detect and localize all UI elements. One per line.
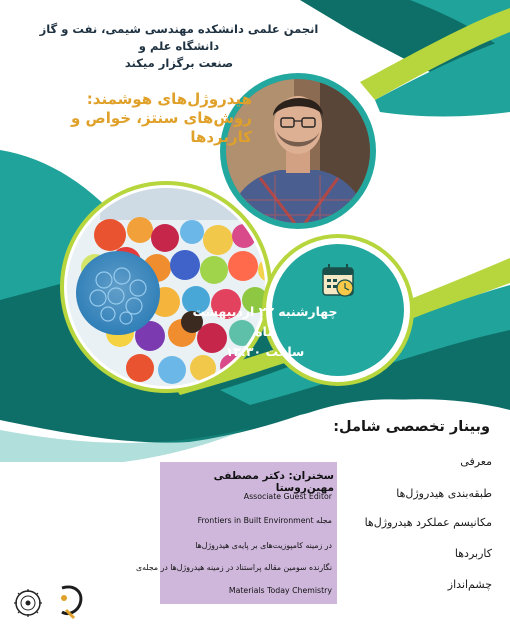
title-line-1: هیدروژل‌های هوشمند: (86, 90, 252, 108)
event-date: چهارشنبه ۲۲ اردیبهشت ماه (192, 304, 338, 339)
university-logo (14, 589, 42, 617)
speaker-name: سخنران: دکتر مصطفی مهین‌روستا (213, 470, 334, 494)
speaker-journal-2: Materials Today Chemistry (228, 586, 332, 595)
title-line-2: روش‌های سنتز، خواص و (71, 109, 252, 127)
calendar-clock-icon (323, 264, 353, 296)
speaker-role: Associate Guest Editor (243, 492, 332, 501)
webinar-title (12, 90, 252, 147)
speaker-box-left-blank (0, 462, 160, 604)
topic-item: چشم‌انداز (447, 578, 492, 591)
event-datetime (185, 302, 345, 362)
topic-item: مکانیسم عملکرد هیدروژل‌ها (364, 516, 492, 529)
topics-heading: وبینار تخصصی شامل: (333, 419, 490, 435)
organizer-intro (34, 21, 324, 72)
title-line-3: کاربردها (190, 128, 252, 146)
intro-line-2: صنعت برگزار میکند (124, 56, 234, 70)
speaker-citation: نگارنده سومین مقاله پراستناد در زمینه هیدروژل‌ها در مجله‌ی (136, 563, 332, 572)
intro-line-1: انجمن علمی دانشکده مهندسی شیمی، نفت و گاز دانشگاه علم و (39, 22, 319, 53)
journal-name: Frontiers in Built Environment (197, 516, 314, 525)
topic-item: کاربردها (454, 547, 492, 560)
topic-item: طبقه‌بندی هیدروژل‌ها (396, 487, 492, 500)
speaker-journal-line (157, 516, 332, 525)
speaker-field: در زمینه کامپوزیت‌های بر پایه‌ی هیدروژل‌ها (195, 541, 332, 550)
journal-prefix: مجله (316, 516, 332, 525)
topic-item: معرفی (460, 455, 492, 468)
event-time: ساعت ۱۳:۳۰ (225, 344, 305, 359)
